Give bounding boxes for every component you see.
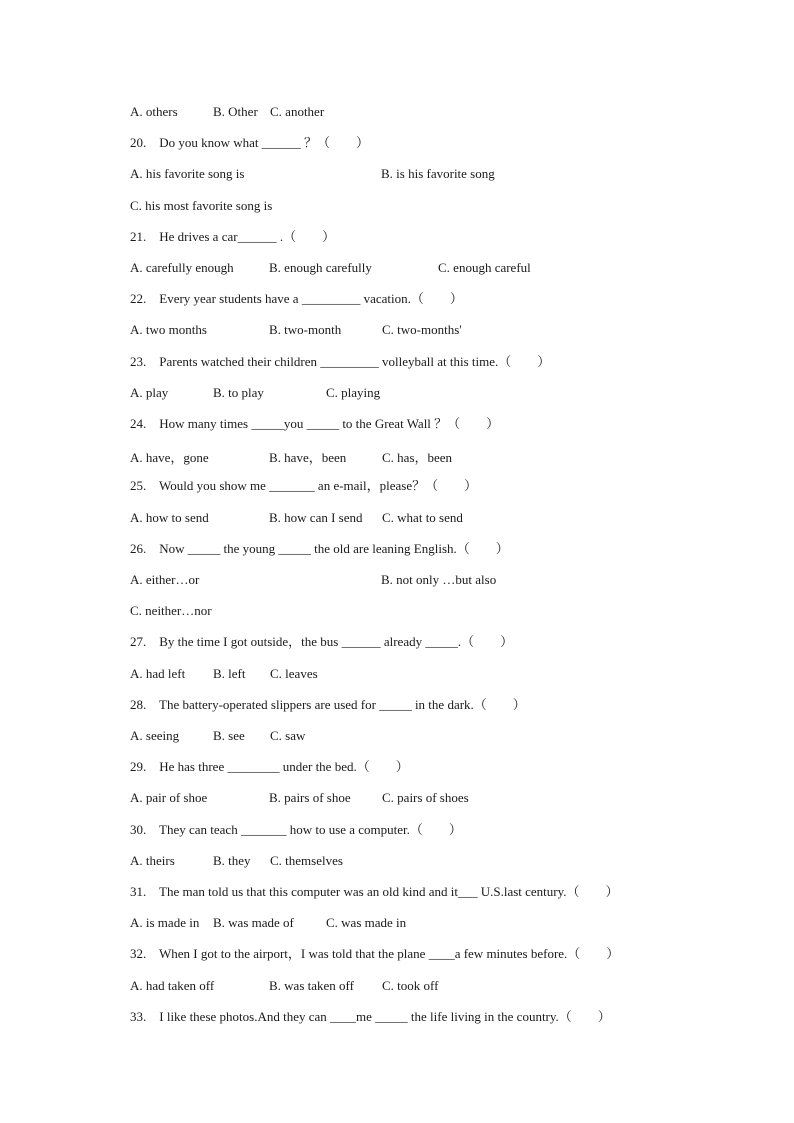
answer-option: B. pairs of shoe (269, 790, 351, 805)
answer-option: C. his most favorite song is (130, 198, 273, 213)
answer-option: B. to play (213, 385, 264, 400)
answer-option: A. carefully enough (130, 260, 234, 275)
answer-option: C. has，been (382, 450, 453, 465)
answer-option: B. Other (213, 104, 258, 119)
question-line: 25. Would you show me _______ an e-mail，please？（ ） (130, 478, 478, 493)
answer-option: C. two-months' (382, 322, 462, 337)
answer-option: C. playing (326, 385, 381, 400)
answer-option: C. pairs of shoes (382, 790, 469, 805)
question-line: 21. He drives a car______ .（ ） (130, 229, 336, 244)
answer-option: B. two-month (269, 322, 342, 337)
answer-option: A. have，gone (130, 450, 209, 465)
answer-option: B. is his favorite song (381, 166, 495, 181)
question-line: 32. When I got to the airport，I was told that the plane ____a few minutes before.（ ） (130, 946, 620, 961)
question-line: 27. By the time I got outside，the bus ______ already _____.（ ） (130, 634, 514, 649)
question-line: 24. How many times _____you _____ to the Great Wall ？（ ） (130, 416, 500, 431)
answer-option: A. either…or (130, 572, 200, 587)
answer-option: C. was made in (326, 915, 407, 930)
answer-option: A. play (130, 385, 169, 400)
answer-option: B. was made of (213, 915, 294, 930)
answer-option: C. neither…nor (130, 603, 212, 618)
answer-option: B. see (213, 728, 245, 743)
answer-option: A. others (130, 104, 178, 119)
question-line: 20. Do you know what ______ ？（ ） (130, 135, 370, 150)
answer-option: A. his favorite song is (130, 166, 245, 181)
answer-option: B. they (213, 853, 251, 868)
answer-option: B. was taken off (269, 978, 354, 993)
answer-option: C. what to send (382, 510, 463, 525)
answer-option: B. have，been (269, 450, 347, 465)
answer-option: A. pair of shoe (130, 790, 208, 805)
answer-option: A. had left (130, 666, 186, 681)
answer-option: A. how to send (130, 510, 209, 525)
answer-option: B. not only …but also (381, 572, 497, 587)
answer-option: B. left (213, 666, 246, 681)
answer-option: A. had taken off (130, 978, 215, 993)
question-line: 22. Every year students have a _________ vacation.（ ） (130, 291, 463, 306)
answer-option: A. two months (130, 322, 207, 337)
answer-option: C. took off (382, 978, 439, 993)
answer-option: B. how can I send (269, 510, 363, 525)
answer-option: C. saw (270, 728, 306, 743)
question-line: 31. The man told us that this computer was an old kind and it___ U.S.last century.（ ） (130, 884, 619, 899)
question-line: 33. I like these photos.And they can ____me _____ the life living in the country.（ ） (130, 1009, 611, 1024)
question-line: 26. Now _____ the young _____ the old are leaning English.（ ） (130, 541, 509, 556)
answer-option: A. theirs (130, 853, 175, 868)
question-line: 28. The battery-operated slippers are used for _____ in the dark.（ ） (130, 697, 526, 712)
answer-option: C. another (270, 104, 325, 119)
question-line: 29. He has three ________ under the bed.（ ） (130, 759, 409, 774)
answer-option: A. seeing (130, 728, 180, 743)
answer-option: A. is made in (130, 915, 200, 930)
answer-option: B. enough carefully (269, 260, 372, 275)
answer-option: C. leaves (270, 666, 318, 681)
question-line: 30. They can teach _______ how to use a computer.（ ） (130, 822, 462, 837)
answer-option: C. themselves (270, 853, 343, 868)
question-line: 23. Parents watched their children _________ volleyball at this time.（ ） (130, 354, 551, 369)
answer-option: C. enough careful (438, 260, 531, 275)
